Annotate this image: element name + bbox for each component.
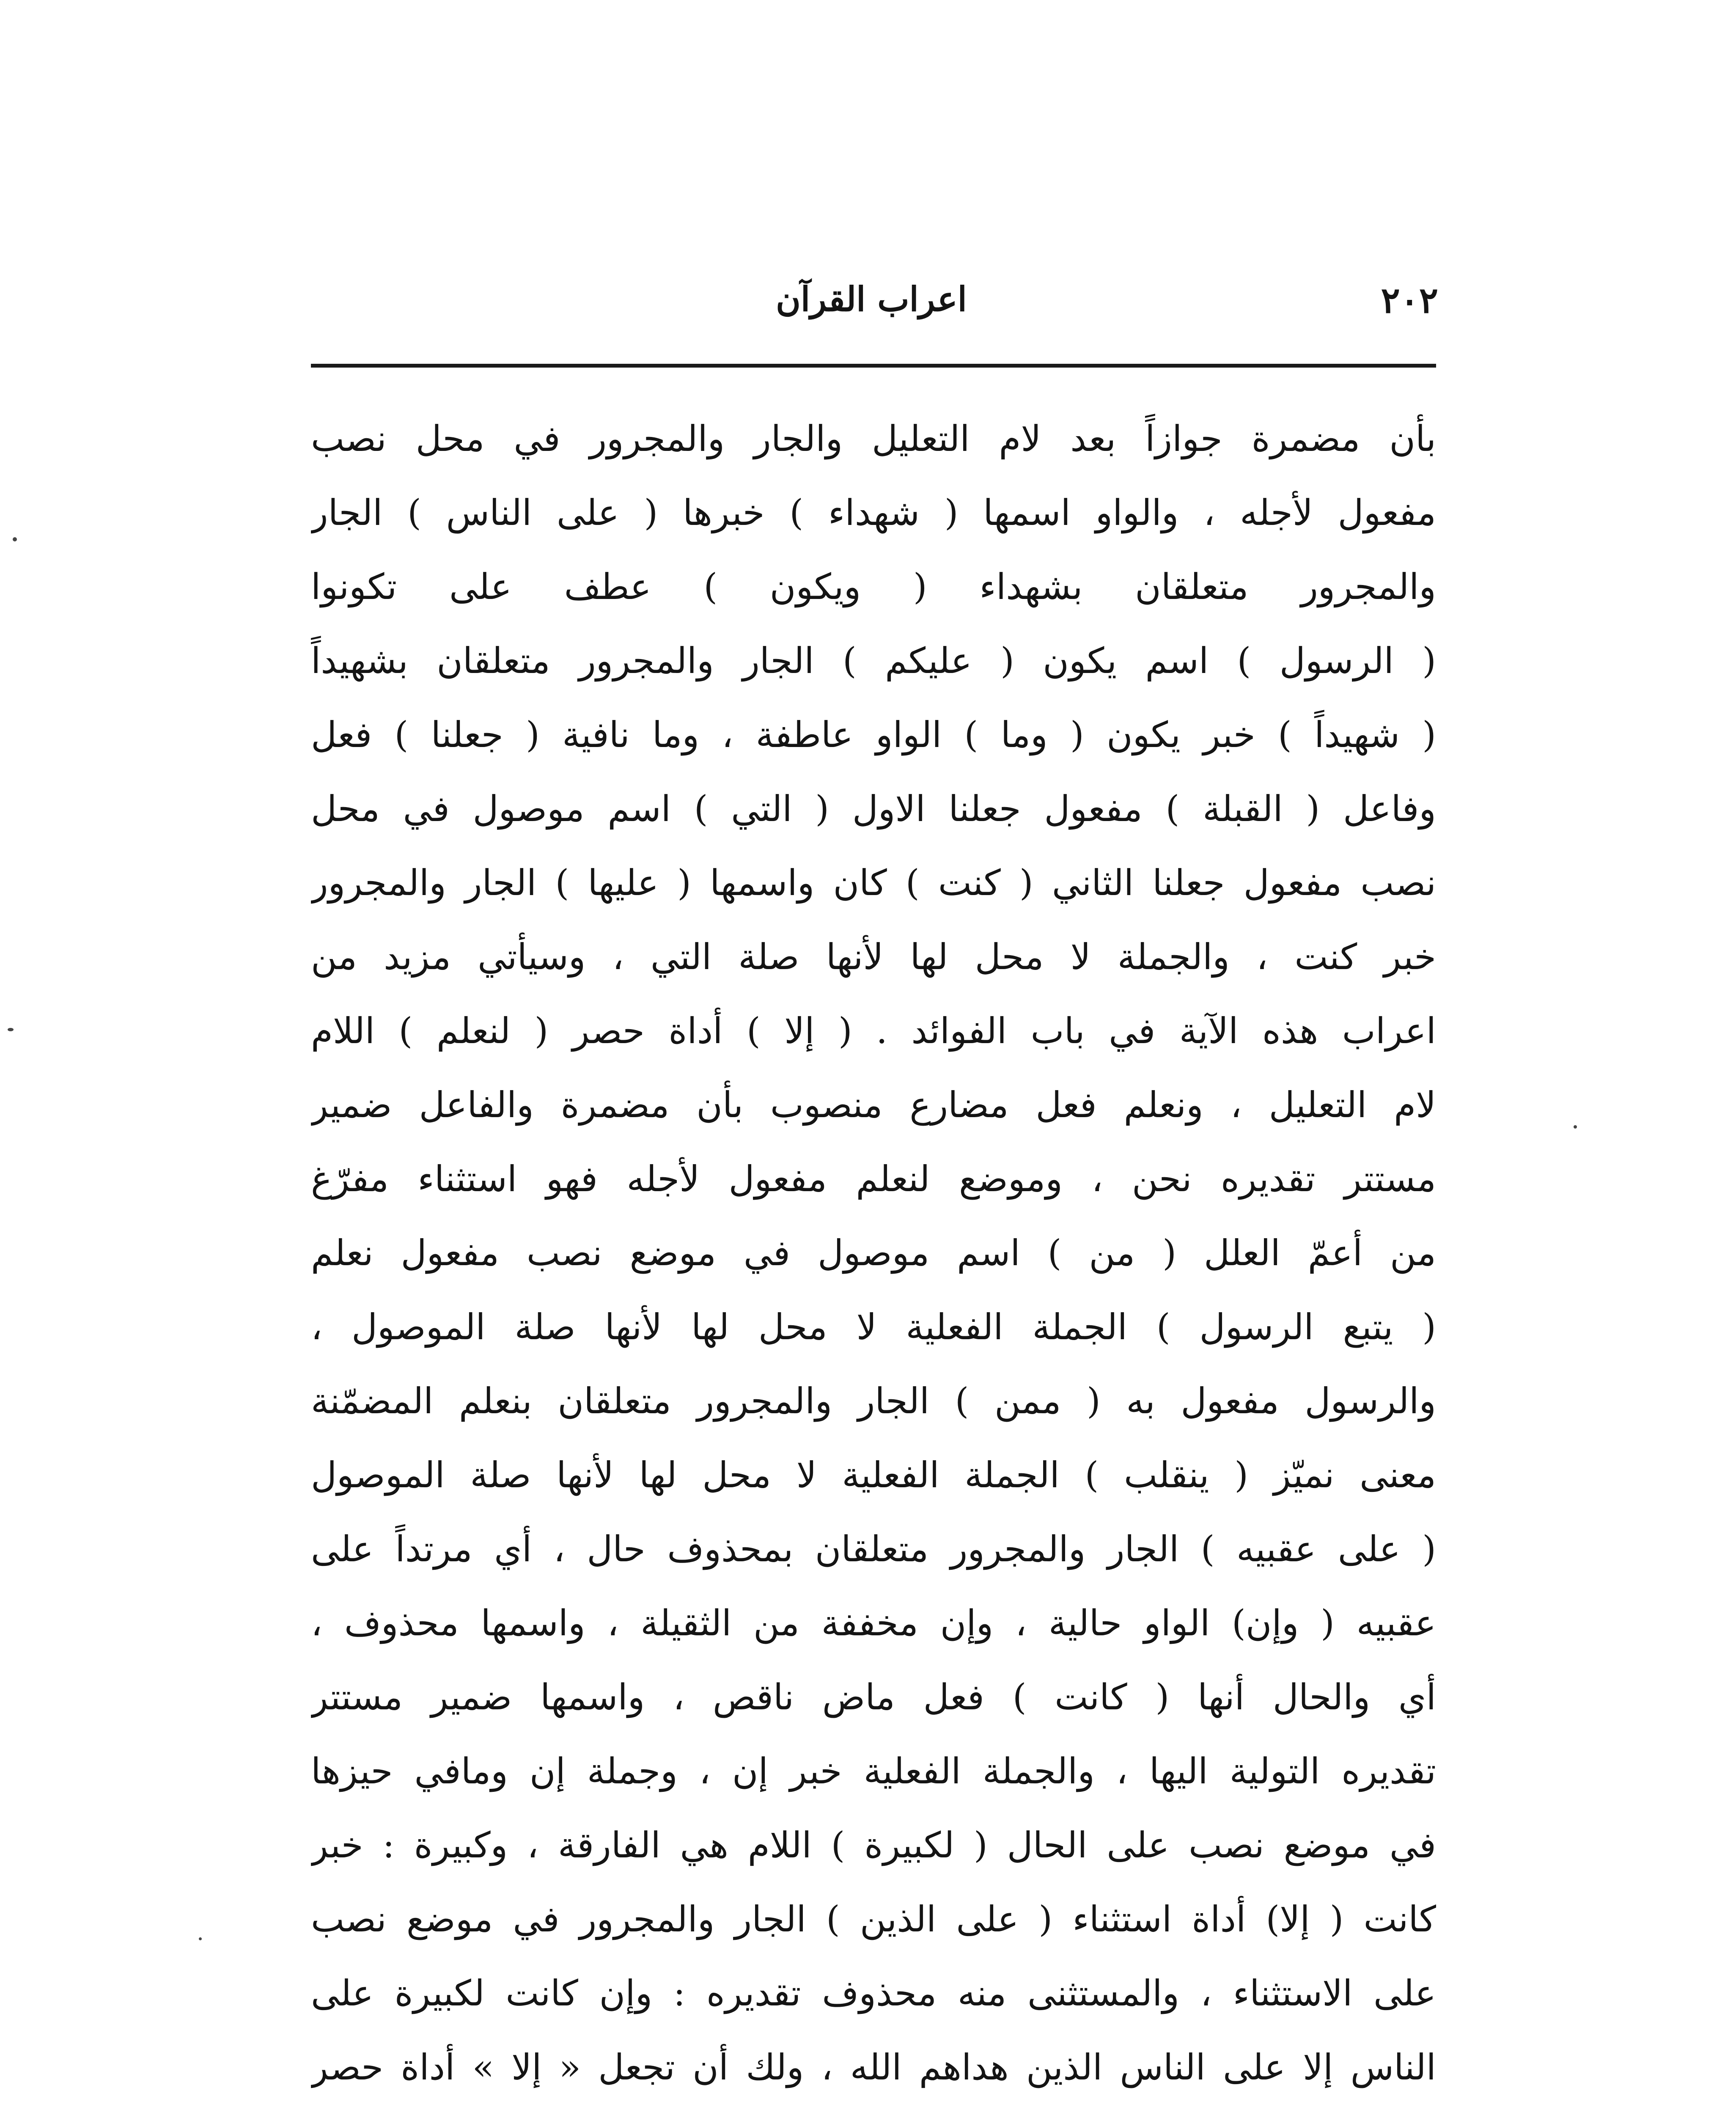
text-line: ( شهيداً ) خبر يكون ( وما ) الواو عاطفة ، وما نافية ( جعلنا ) فعل xyxy=(311,714,1436,755)
scan-speck xyxy=(13,537,17,541)
text-line: اعراب هذه الآية في باب الفوائد . ( إلا ) أداة حصر ( لنعلم ) اللام xyxy=(311,1010,1436,1052)
text-line: ( يتبع الرسول ) الجملة الفعلية لا محل لها لأنها صلة الموصول ، xyxy=(311,1306,1436,1348)
text-line: والمجرور متعلقان بشهداء ( ويكون ) عطف على تكونوا xyxy=(311,566,1436,607)
text-line: أي والحال أنها ( كانت ) فعل ماض ناقص ، واسمها ضمير مستتر xyxy=(311,1676,1436,1718)
running-title: اعراب القرآن xyxy=(776,279,967,319)
text-line: على الاستثناء ، والمستثنى منه محذوف تقديره : وإن كانت لكبيرة على xyxy=(311,1972,1436,2014)
text-line: الناس إلا على الناس الذين هداهم الله ، ولك أن تجعل « إلا » أداة حصر xyxy=(311,2046,1436,2088)
body-text xyxy=(311,402,1436,2115)
page-header xyxy=(305,271,1438,343)
text-line: من أعمّ العلل ( من ) اسم موصول في موضع نصب مفعول نعلم xyxy=(311,1232,1436,1274)
scan-speck xyxy=(199,1937,202,1940)
text-line: كانت ( إلا) أداة استثناء ( على الذين ) الجار والمجرور في موضع نصب xyxy=(311,1898,1436,1940)
scan-speck xyxy=(8,1028,14,1031)
text-line: معنى نميّز ( ينقلب ) الجملة الفعلية لا محل لها لأنها صلة الموصول xyxy=(311,1454,1436,1496)
text-line xyxy=(311,2104,1436,2115)
text-line: تقديره التولية اليها ، والجملة الفعلية خبر إن ، وجملة إن ومافي حيزها xyxy=(311,1750,1436,1792)
text-line: والرسول مفعول به ( ممن ) الجار والمجرور متعلقان بنعلم المضمّنة xyxy=(311,1380,1436,1422)
page-number: ٢٠٢ xyxy=(1381,279,1438,321)
text-line: لام التعليل ، ونعلم فعل مضارع منصوب بأن مضمرة والفاعل ضمير xyxy=(311,1084,1436,1126)
text-line: خبر كنت ، والجملة لا محل لها لأنها صلة التي ، وسيأتي مزيد من xyxy=(311,936,1436,978)
text-line: مستتر تقديره نحن ، وموضع لنعلم مفعول لأجله فهو استثناء مفرّغ xyxy=(311,1158,1436,1200)
text-line: بأن مضمرة جوازاً بعد لام التعليل والجار والمجرور في محل نصب xyxy=(311,418,1436,459)
text-line: نصب مفعول جعلنا الثاني ( كنت ) كان واسمها ( عليها ) الجار والمجرور xyxy=(311,862,1436,904)
text-line: وفاعل ( القبلة ) مفعول جعلنا الاول ( التي ) اسم موصول في محل xyxy=(311,788,1436,830)
text-line: ( الرسول ) اسم يكون ( عليكم ) الجار والمجرور متعلقان بشهيداً xyxy=(311,640,1436,681)
header-divider xyxy=(311,364,1436,368)
text-line: في موضع نصب على الحال ( لكبيرة ) اللام هي الفارقة ، وكبيرة : خبر xyxy=(311,1824,1436,1866)
text-line: ( على عقبيه ) الجار والمجرور متعلقان بمحذوف حال ، أي مرتداً على xyxy=(311,1528,1436,1570)
text-line: عقبيه ( وإن) الواو حالية ، وإن مخففة من الثقيلة ، واسمها محذوف ، xyxy=(311,1602,1436,1644)
text-line: مفعول لأجله ، والواو اسمها ( شهداء ) خبرها ( على الناس ) الجار xyxy=(311,492,1436,533)
scan-speck xyxy=(1574,1125,1577,1129)
